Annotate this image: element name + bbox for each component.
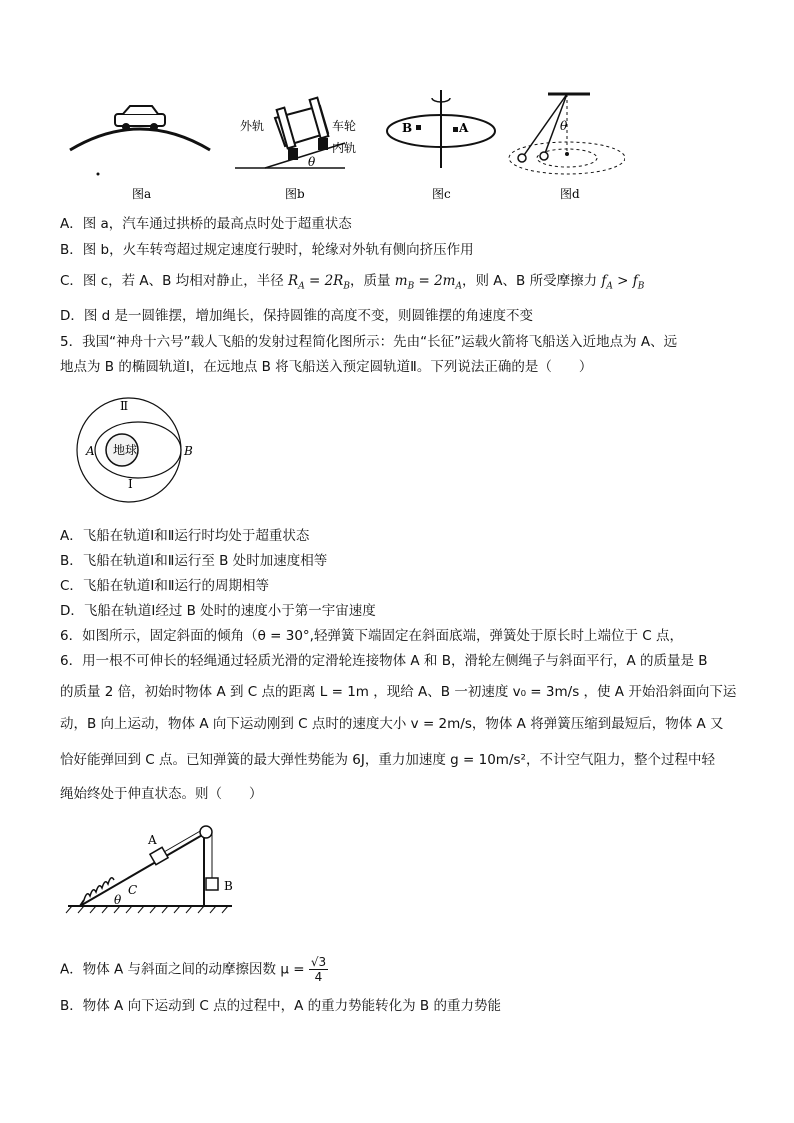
q4-option-c-r: R <box>288 273 299 289</box>
q5-fig-orbit1-label: Ⅰ <box>128 477 133 491</box>
q6-option-a <box>60 955 328 984</box>
q5-fig-earth-label: 地球 <box>113 443 138 457</box>
q6-fig-label-c: C <box>128 883 138 897</box>
q4-option-a: A．图 a，汽车通过拱桥的最高点时处于超重状态 <box>60 216 352 232</box>
q6-fig-label-a: A <box>148 833 157 847</box>
fig-b-caption: 图b <box>285 187 305 201</box>
q5-orbit-figure <box>62 392 197 510</box>
fig-c-label-a: A <box>459 121 469 135</box>
fig-d-caption: 图d <box>560 187 580 201</box>
fig-b-inner-rail-label: 内轨 <box>332 141 357 155</box>
q4-option-c-m: m <box>394 273 408 289</box>
fig-d-pendulum <box>509 94 625 174</box>
q6-line3: 动，B 向上运动，物体 A 向下运动刚到 C 点时的速度大小 v = 2m/s，物体 A 将弹簧压缩到最短后，物体 A 又 <box>60 716 724 732</box>
q4-option-c-eq-f: > f <box>612 273 638 289</box>
fig-a-bridge-car <box>70 106 210 176</box>
q5-option-d: D．飞船在轨道Ⅰ经过 B 处时的速度小于第一宇宙速度 <box>60 603 376 619</box>
q5-option-c: C．飞船在轨道Ⅰ和Ⅱ运行的周期相等 <box>60 578 270 594</box>
fig-a-caption: 图a <box>132 187 152 201</box>
q4-option-c-sub-fb: B <box>637 281 645 292</box>
q6-option-a-pre: A．物体 A 与斜面之间的动摩擦因数 μ = <box>60 961 309 978</box>
q6-line4: 恰好能弹回到 C 点。已知弹簧的最大弹性势能为 6J，重力加速度 g = 10m/s²，不计空气阻力，整个过程中轻 <box>60 752 715 768</box>
q4-option-c-sub-mb: B <box>407 281 415 292</box>
q4-option-c-sub-b: B <box>343 281 350 292</box>
q6-option-a-den: 4 <box>314 970 323 984</box>
q6-incline-figure <box>62 814 242 916</box>
q4-option-b: B．图 b，火车转弯超过规定速度行驶时，轮缘对外轨有侧向挤压作用 <box>60 242 474 258</box>
q4-option-d: D．图 d 是一圆锥摆，增加绳长，保持圆锥的高度不变，则圆锥摆的角速度不变 <box>60 308 534 324</box>
q5-option-b: B．飞船在轨道Ⅰ和Ⅱ运行至 B 处时加速度相等 <box>60 553 328 569</box>
q5-fig-point-a: A <box>86 444 95 458</box>
q4-option-c <box>60 271 644 297</box>
fig-b-wheel-label: 车轮 <box>332 119 357 133</box>
q6-option-a-fraction <box>309 955 328 984</box>
fig-c-label-b: B <box>402 121 413 135</box>
q4-option-c-sub-fa: A <box>606 281 613 292</box>
q4-option-c-eq-r: = 2R <box>304 273 344 289</box>
q4-option-c-f: f <box>601 273 607 289</box>
q4-option-c-mid: ，质量 <box>349 273 395 289</box>
fig-b-angle-label: θ <box>308 155 316 169</box>
q5-fig-orbit2-label: Ⅱ <box>120 399 129 413</box>
q6-line2: 的质量 2 倍，初始时物体 A 到 C 点的距离 L = 1m ，现给 A、B 一初速度 v₀ = 3m/s ，使 A 开始沿斜面向下运 <box>60 684 737 700</box>
q4-option-c-eq-m: = 2m <box>414 273 456 289</box>
q6-fig-angle: θ <box>114 893 122 907</box>
q5-fig-point-b: B <box>184 444 193 458</box>
q4-option-c-mid2: ，则 A、B 所受摩擦力 <box>462 273 602 289</box>
q6-fig-label-b: B <box>224 879 233 893</box>
fig-c-caption: 图c <box>432 187 451 201</box>
q5-option-a: A．飞船在轨道Ⅰ和Ⅱ运行时均处于超重状态 <box>60 528 310 544</box>
q6-line0: 6．如图所示，固定斜面的倾角（θ = 30°,轻弹簧下端固定在斜面底端，弹簧处于原长时上端位于 C 点， <box>60 628 683 644</box>
fig-d-angle-label: θ <box>560 119 568 133</box>
q5-stem-line1: 5．我国“神舟十六号”载人飞船的发射过程简化图所示：先由“长征”运载火箭将飞船送入近地点为 A、远 <box>60 334 678 350</box>
q5-stem-line2: 地点为 B 的椭圆轨道Ⅰ，在远地点 B 将飞船送入预定圆轨道Ⅱ。下列说法正确的是（ ） <box>60 359 593 375</box>
q6-line5: 绳始终处于伸直状态。则（ ） <box>60 786 263 802</box>
fig-b-outer-rail-label: 外轨 <box>240 119 265 133</box>
q4-option-c-pre: C．图 c，若 A、B 均相对静止，半径 <box>60 273 289 289</box>
q6-line1: 6．用一根不可伸长的轻绳通过轻质光滑的定滑轮连接物体 A 和 B，滑轮左侧绳子与斜面平行，A 的质量是 B <box>60 653 708 669</box>
q6-option-b: B．物体 A 向下运动到 C 点的过程中，A 的重力势能转化为 B 的重力势能 <box>60 998 501 1014</box>
q6-option-a-num: √3 <box>310 955 327 969</box>
q4-option-c-sub-ma: A <box>455 281 462 292</box>
figure-row-top <box>60 88 625 206</box>
q4-option-c-sub-a: A <box>298 281 305 292</box>
